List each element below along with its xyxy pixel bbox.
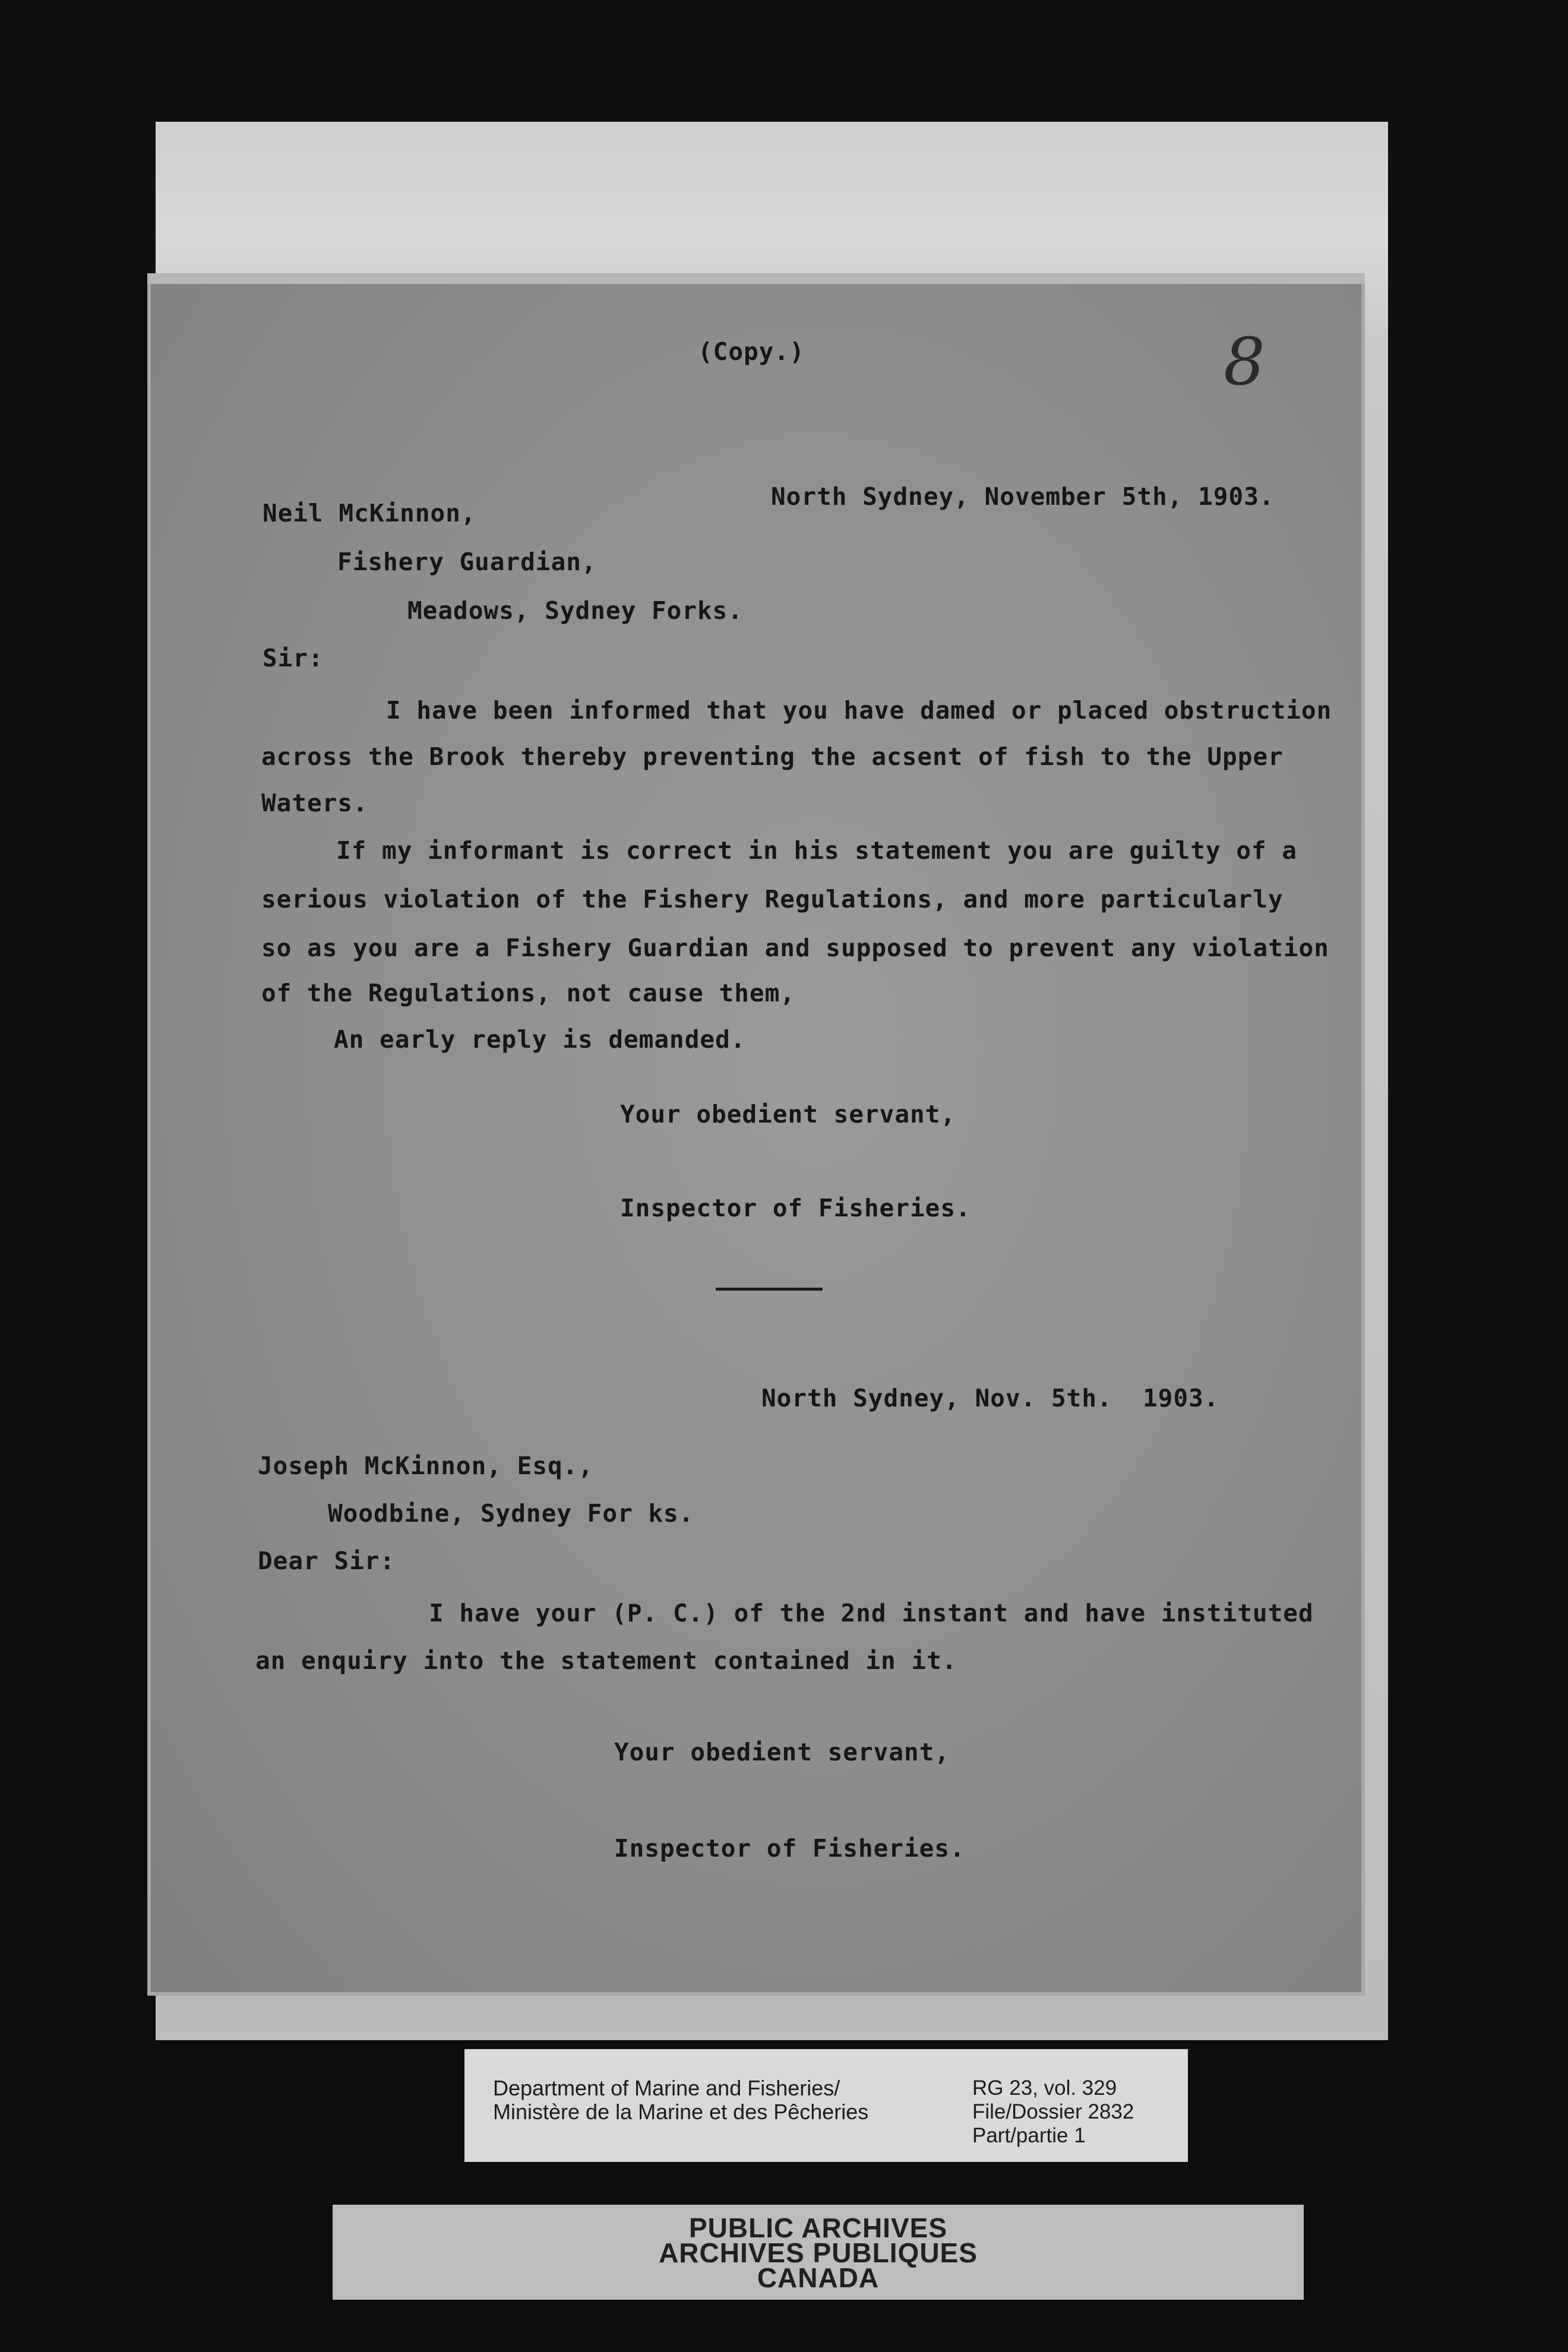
sheet-top-edge bbox=[147, 273, 1365, 284]
letter1-body-line: An early reply is demanded. bbox=[334, 1025, 746, 1054]
stamp-line-1: PUBLIC ARCHIVES bbox=[689, 2212, 947, 2243]
letter1-signature-title: Inspector of Fisheries. bbox=[620, 1194, 971, 1222]
letter2-closing: Your obedient servant, bbox=[614, 1738, 950, 1766]
department-names bbox=[493, 2076, 868, 2124]
department-en: Department of Marine and Fisheries/ bbox=[493, 2076, 840, 2100]
letter2-date: North Sydney, Nov. 5th. 1903. bbox=[761, 1384, 1219, 1412]
letter2-recipient-place: Woodbine, Sydney For ks. bbox=[328, 1499, 694, 1528]
reference-part: Part/partie 1 bbox=[972, 2124, 1086, 2147]
letter1-recipient-place: Meadows, Sydney Forks. bbox=[407, 596, 744, 625]
letter1-date: North Sydney, November 5th, 1903. bbox=[771, 482, 1275, 511]
archive-reference-label bbox=[464, 2049, 1188, 2162]
letter1-body-line: of the Regulations, not cause them, bbox=[261, 979, 795, 1007]
letter1-body-line: across the Brook thereby preventing the acsent of fish to the Upper bbox=[261, 742, 1284, 771]
letter-divider bbox=[716, 1288, 823, 1291]
copy-label: (Copy.) bbox=[698, 337, 805, 366]
department-fr: Ministère de la Marine et des Pêcheries bbox=[493, 2100, 869, 2124]
letter1-body-line: Waters. bbox=[261, 789, 368, 817]
folio-number: 8 bbox=[1224, 324, 1265, 400]
public-archives-stamp bbox=[333, 2205, 1304, 2300]
letter2-body-line: I have your (P. C.) of the 2nd instant and have instituted bbox=[429, 1599, 1314, 1627]
letter1-body-line: I have been informed that you have damed or placed obstruction bbox=[386, 696, 1332, 725]
file-reference bbox=[972, 2076, 1134, 2148]
letter1-recipient-name: Neil McKinnon, bbox=[263, 499, 476, 527]
letter2-body-line: an enquiry into the statement contained in it. bbox=[255, 1646, 957, 1675]
letter1-body-line: serious violation of the Fishery Regulations, and more particularly bbox=[261, 885, 1284, 913]
letter1-recipient-title: Fishery Guardian, bbox=[337, 548, 597, 576]
letter1-salutation: Sir: bbox=[263, 644, 324, 672]
letter-sheet bbox=[147, 273, 1365, 1996]
stamp-line-3: CANADA bbox=[757, 2262, 880, 2293]
reference-file: File/Dossier 2832 bbox=[972, 2100, 1134, 2123]
letter1-body-line: If my informant is correct in his statement you are guilty of a bbox=[336, 836, 1298, 865]
letter1-closing: Your obedient servant, bbox=[620, 1100, 956, 1128]
letter2-signature-title: Inspector of Fisheries. bbox=[614, 1834, 965, 1863]
letter2-recipient-name: Joseph McKinnon, Esq., bbox=[258, 1452, 594, 1480]
letter2-salutation: Dear Sir: bbox=[258, 1547, 396, 1575]
reference-rg: RG 23, vol. 329 bbox=[972, 2076, 1117, 2100]
stamp-line-2: ARCHIVES PUBLIQUES bbox=[659, 2237, 978, 2268]
letter1-body-line: so as you are a Fishery Guardian and supposed to prevent any violation bbox=[261, 934, 1329, 962]
